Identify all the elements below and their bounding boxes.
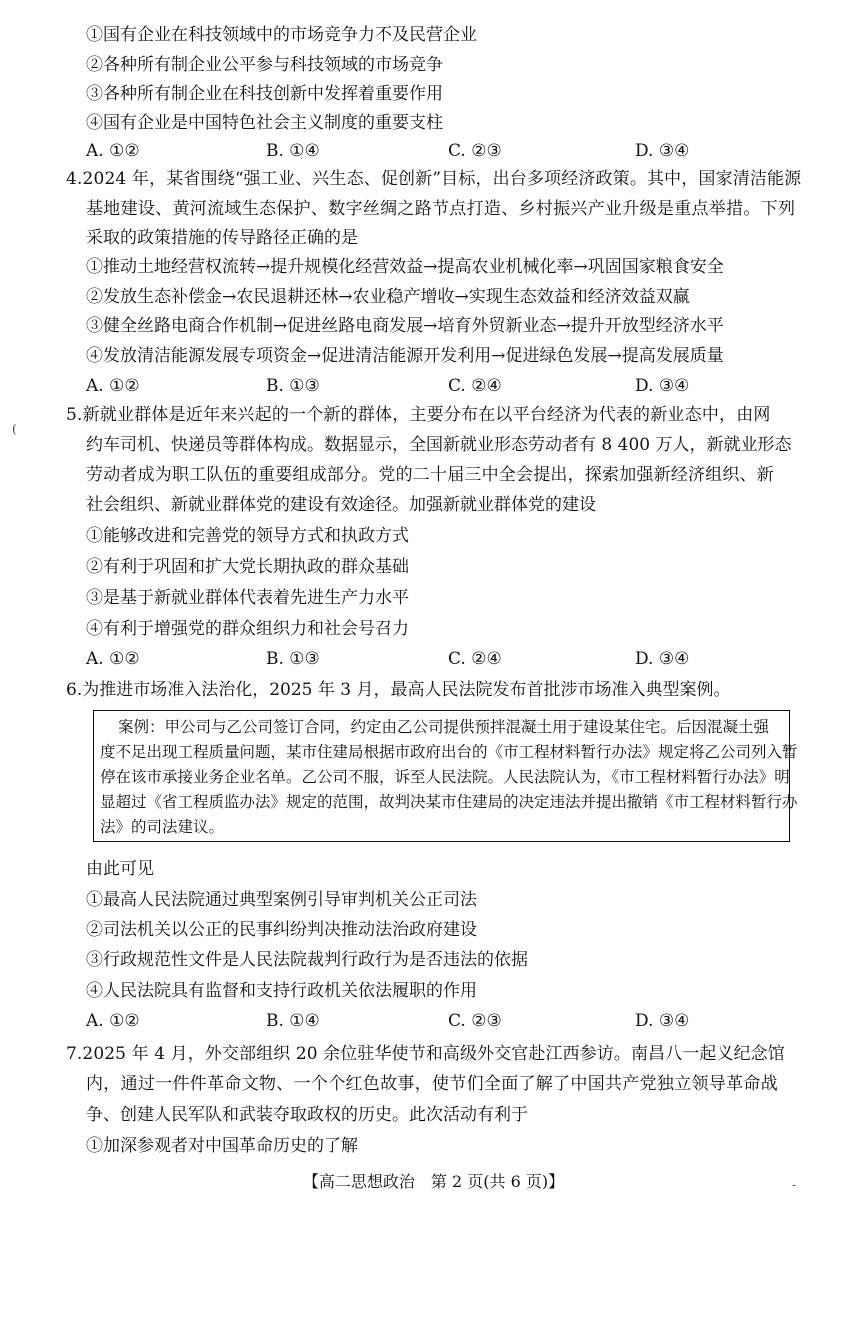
q3-option-1: ①国有企业在科技领域中的市场竞争力不及民营企业	[86, 25, 477, 45]
q6-choice-c: C. ②③	[448, 1011, 502, 1031]
q7-option-1: ①加深参观者对中国革命历史的了解	[86, 1136, 358, 1156]
q3-option-2: ②各种所有制企业公平参与科技领域的市场竞争	[86, 55, 443, 75]
q6-case-line-4: 显超过《省工程质监办法》规定的范围，故判决某市住建局的决定违法并提出撤销《市工程材料暂行办	[100, 793, 798, 811]
q6-choice-a: A. ①②	[86, 1011, 140, 1031]
q5-option-1: ①能够改进和完善党的领导方式和执政方式	[86, 526, 409, 546]
q4-option-4: ④发放清洁能源发展专项资金→促进清洁能源开发利用→促进绿色发展→提高发展质量	[86, 346, 724, 366]
q5-option-4: ④有利于增强党的群众组织力和社会号召力	[86, 619, 409, 639]
q3-option-3: ③各种所有制企业在科技创新中发挥着重要作用	[86, 84, 443, 104]
q6-case-line-3: 停在该市承接业务企业名单。乙公司不服，诉至人民法院。人民法院认为，《市工程材料暂行办法》明	[100, 768, 790, 786]
q6-choice-b: B. ①④	[266, 1011, 320, 1031]
q3-choice-a: A. ①②	[86, 141, 140, 161]
q6-option-1: ①最高人民法院通过典型案例引导审判机关公正司法	[86, 890, 477, 910]
q3-option-4: ④国有企业是中国特色社会主义制度的重要支柱	[86, 113, 443, 133]
q4-stem-line-3: 采取的政策措施的传导路径正确的是	[86, 228, 358, 248]
scan-mark-left: (	[12, 422, 17, 436]
q6-option-3: ③行政规范性文件是人民法院裁判行政行为是否违法的依据	[86, 950, 528, 970]
q4-stem-line-1: 4.2024 年，某省围绕“强工业、兴生态、促创新”目标，出台多项经济政策。其中，国家清洁能源	[66, 169, 802, 189]
q6-choice-d: D. ③④	[635, 1011, 690, 1031]
q6-option-2: ②司法机关以公正的民事纠纷判决推动法治政府建设	[86, 920, 477, 940]
q4-choice-b: B. ①③	[266, 376, 320, 396]
scan-mark-right: -	[792, 1178, 797, 1192]
q5-choice-b: B. ①③	[266, 649, 320, 669]
q4-choice-d: D. ③④	[635, 376, 690, 396]
q5-option-2: ②有利于巩固和扩大党长期执政的群众基础	[86, 557, 409, 577]
q6-option-4: ④人民法院具有监督和支持行政机关依法履职的作用	[86, 981, 477, 1001]
q5-stem-line-1: 5.新就业群体是近年来兴起的一个新的群体，主要分布在以平台经济为代表的新业态中，由网	[66, 405, 771, 425]
q5-stem-line-3: 劳动者成为职工队伍的重要组成部分。党的二十届三中全会提出，探索加强新经济组织、新	[86, 465, 774, 485]
q4-option-1: ①推动土地经营权流转→提升规模化经营效益→提高农业机械化率→巩固国家粮食安全	[86, 257, 724, 277]
q7-stem-line-3: 争、创建人民军队和武装夺取政权的历史。此次活动有利于	[86, 1105, 528, 1125]
q6-case-line-5: 法》的司法建议。	[100, 818, 225, 836]
q3-choice-d: D. ③④	[635, 141, 690, 161]
q4-choice-a: A. ①②	[86, 376, 140, 396]
q6-lead: 由此可见	[86, 859, 154, 879]
q6-stem: 6.为推进市场准入法治化，2025 年 3 月，最高人民法院发布首批涉市场准入典型案例。	[66, 680, 731, 700]
q4-option-3: ③健全丝路电商合作机制→促进丝路电商发展→培育外贸新业态→提升开放型经济水平	[86, 316, 724, 336]
q7-stem-line-2: 内，通过一件件革命文物、一个个红色故事，使节们全面了解了中国共产党独立领导革命战	[86, 1074, 778, 1094]
q5-choice-c: C. ②④	[448, 649, 502, 669]
q5-choice-d: D. ③④	[635, 649, 690, 669]
q3-choice-c: C. ②③	[448, 141, 502, 161]
q5-stem-line-4: 社会组织、新就业群体党的建设有效途径。加强新就业群体党的建设	[86, 495, 596, 515]
q5-option-3: ③是基于新就业群体代表着先进生产力水平	[86, 588, 409, 608]
page-footer: 【高二思想政治 第 2 页(共 6 页)】	[302, 1172, 565, 1191]
q5-stem-line-2: 约车司机、快递员等群体构成。数据显示，全国新就业形态劳动者有 8 400 万人，新就业形态	[86, 435, 792, 455]
q6-case-line-2: 度不足出现工程质量问题，某市住建局根据市政府出台的《市工程材料暂行办法》规定将乙公司列入暂	[100, 743, 798, 761]
q4-choice-c: C. ②④	[448, 376, 502, 396]
q4-stem-line-2: 基地建设、黄河流域生态保护、数字丝绸之路节点打造、乡村振兴产业升级是重点举措。下列	[86, 199, 796, 219]
q5-choice-a: A. ①②	[86, 649, 140, 669]
q7-stem-line-1: 7.2025 年 4 月，外交部组织 20 余位驻华使节和高级外交官赴江西参访。南昌八一起义纪念馆	[66, 1044, 785, 1064]
q4-option-2: ②发放生态补偿金→农民退耕还林→农业稳产增收→实现生态效益和经济效益双赢	[86, 287, 690, 307]
q3-choice-b: B. ①④	[266, 141, 320, 161]
q6-case-line-1: 案例：甲公司与乙公司签订合同，约定由乙公司提供预拌混凝土用于建设某住宅。后因混凝土强	[118, 718, 770, 736]
